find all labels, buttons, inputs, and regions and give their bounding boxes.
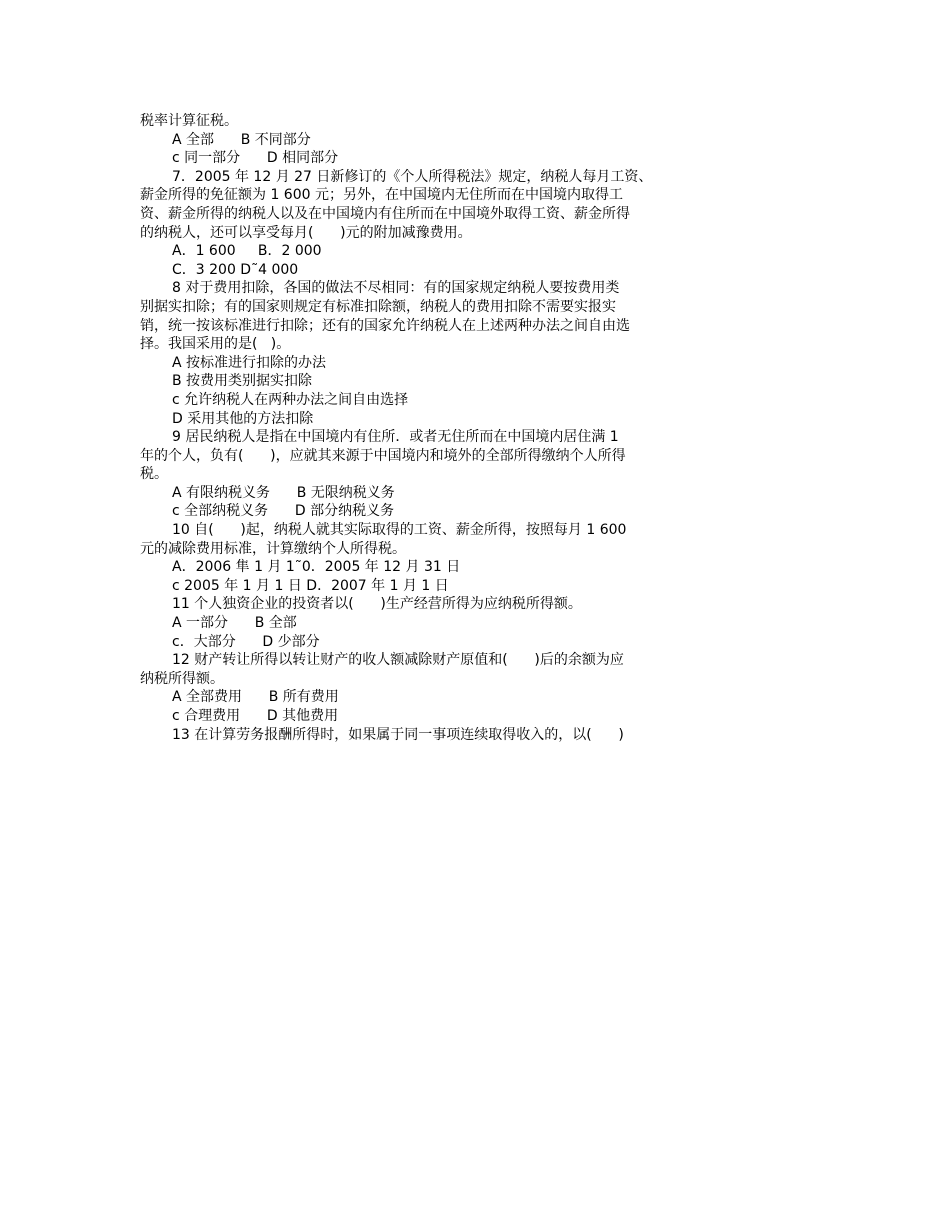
answer-options-line: A 全部 B 不同部分 xyxy=(172,131,311,148)
text-line: 资、薪金所得的纳税人以及在中国境内有住所而在中国境外取得工资、薪金所得 xyxy=(140,205,630,222)
text-line: 税。 xyxy=(140,466,168,483)
text-line: 薪金所得的免征额为 1 600 元；另外，在中国境内无住所而在中国境内取得工 xyxy=(140,187,623,204)
answer-options-line: A 有限纳税义务 B 无限纳税义务 xyxy=(172,484,395,501)
question-9: 9 居民纳税人是指在中国境内有住所．或者无住所而在中国境内居住满 1 xyxy=(172,429,619,446)
answer-options-line: A．2006 隼 1 月 1˜0．2005 年 12 月 31 日 xyxy=(172,559,461,576)
text-line: 择。我国采用的是( )。 xyxy=(140,336,291,353)
answer-options-line: c．大部分 D 少部分 xyxy=(172,633,320,650)
answer-option-c: c 允许纳税人在两种办法之间自由选择 xyxy=(172,391,409,408)
text-line: 别据实扣除；有的国家则规定有标准扣除额，纳税人的费用扣除不需要实报实 xyxy=(140,298,616,315)
text-line: 销，统一按该标准进行扣除；还有的国家允许纳税人在上述两种办法之间自由选 xyxy=(140,317,630,334)
text-line: 税率计算征税。 xyxy=(140,113,238,129)
text-line: 年的个人，负有( )，应就其来源于中国境内和境外的全部所得缴纳个人所得 xyxy=(140,447,626,464)
text-line: 元的减除费用标准，计算缴纳个人所得税。 xyxy=(140,540,406,557)
answer-options-line: c 2005 年 1 月 1 日 D．2007 年 1 月 1 日 xyxy=(172,577,449,594)
question-12: 12 财产转让所得以转让财产的收人额减除财产原值和( )后的余额为应 xyxy=(172,652,624,669)
answer-options-line: A 全部费用 B 所有费用 xyxy=(172,689,339,706)
answer-options-line: A．1 600 B．2 000 xyxy=(172,243,322,260)
question-7: 7．2005 年 12 月 27 日新修订的《个人所得税法》规定，纳税人每月工资、 xyxy=(172,168,653,185)
question-8: 8 对于费用扣除，各国的做法不尽相同：有的国家规定纳税人要按费用类 xyxy=(172,280,620,297)
question-text-block xyxy=(140,112,715,744)
question-13: 13 在计算劳务报酬所得时，如果属于同一事项连续取得收入的，以( ) xyxy=(172,726,624,743)
answer-option-a: A 按标准进行扣除的办法 xyxy=(172,354,327,371)
text-line: 纳税所得额。 xyxy=(140,670,224,687)
answer-options-line: c 合理费用 D 其他费用 xyxy=(172,708,339,724)
question-10: 10 自( )起，纳税人就其实际取得的工资、薪金所得，按照每月 1 600 xyxy=(172,522,627,539)
answer-options-line: A 一部分 B 全部 xyxy=(172,615,297,632)
answer-options-line: C．3 200 D˜4 000 xyxy=(172,261,299,278)
answer-option-d: D 采用其他的方法扣除 xyxy=(172,410,314,427)
question-11: 11 个人独资企业的投资者以( )生产经营所得为应纳税所得额。 xyxy=(172,596,582,613)
answer-option-b: B 按费用类别据实扣除 xyxy=(172,373,313,390)
text-line: 的纳税人，还可以享受每月( )元的附加减豫费用。 xyxy=(140,224,472,241)
answer-options-line: c 同一部分 D 相同部分 xyxy=(172,150,339,167)
answer-options-line: c 全部纳税义务 D 部分纳税义务 xyxy=(172,503,395,520)
